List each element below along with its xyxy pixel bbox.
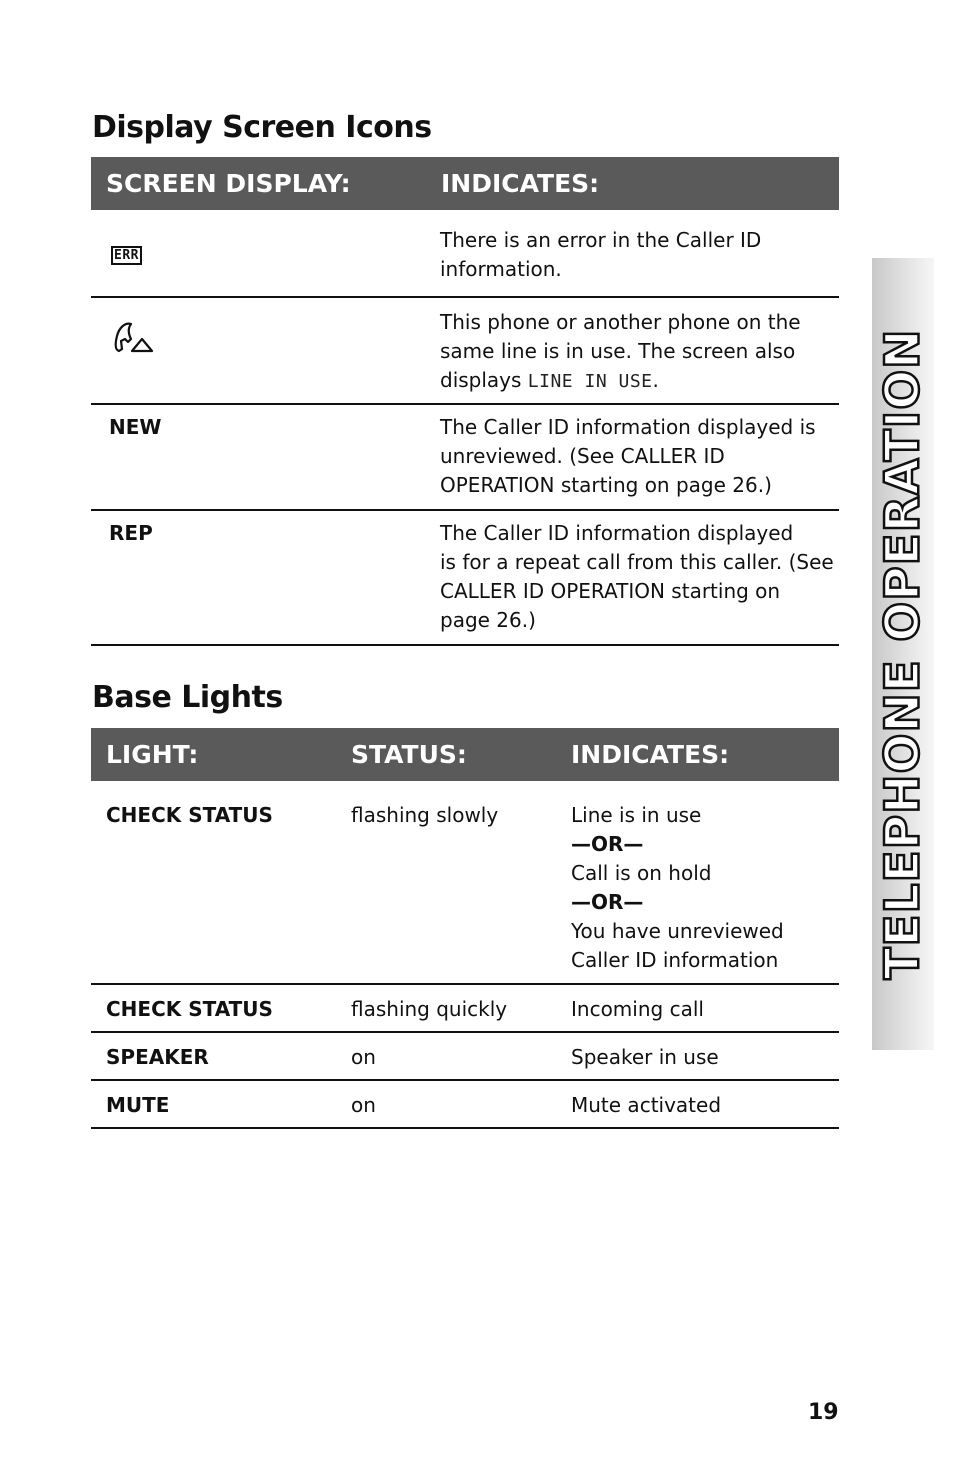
table-header [91,157,839,210]
table-row [91,405,839,511]
display-icons-table [91,157,839,646]
light-name: CHECK STATUS [106,997,273,1021]
table-row [91,1081,839,1129]
table-row [91,511,839,646]
section-title-base-lights: Base Lights [92,680,283,715]
indicates-text: Mute activated [571,1093,722,1117]
display-rep: REP [109,521,153,545]
table-header [91,728,839,781]
page-number: 19 [808,1400,839,1425]
side-tab-telephone-operation [872,258,934,1050]
light-status: flashing slowly [351,803,499,827]
header-indicates: INDICATES: [571,740,730,769]
header-screen-display: SCREEN DISPLAY: [106,169,351,198]
indicates-text: Speaker in use [571,1045,719,1069]
light-status: on [351,1093,376,1117]
indicates-text: The Caller ID information displayed is unreviewed. (See CALLER ID OPERATION starting on page 26.) [440,415,816,497]
table-row [91,781,839,985]
header-indicates: INDICATES: [441,169,600,198]
indicates-text: The Caller ID information displayed is for a repeat call from this caller. (See CALLER ID OPERATION starting on page 26.) [440,521,834,632]
indicates-text: There is an error in the Caller ID information. [440,228,762,281]
table-row [91,985,839,1033]
light-status: flashing quickly [351,997,508,1021]
lcd-line-in-use: LINE IN USE [527,371,653,392]
lcd-err-icon: ERR [111,238,142,267]
indicates-text: This phone or another phone on the same line is in use. The screen also displays LINE IN USE. [440,310,801,392]
indicates-text: Incoming call [571,997,704,1021]
section-title-display-screen-icons: Display Screen Icons [92,110,432,145]
base-lights-table [91,728,839,1129]
table-row [91,210,839,298]
header-status: STATUS: [351,740,467,769]
light-name: CHECK STATUS [106,803,273,827]
table-row [91,1033,839,1081]
side-tab-label: TELEPHONE OPERATION [875,328,931,980]
header-light: LIGHT: [106,740,199,769]
table-row [91,298,839,405]
display-new: NEW [109,415,162,439]
light-name: SPEAKER [106,1045,209,1069]
light-status: on [351,1045,376,1069]
indicates-text: Line is in use —OR— Call is on hold —OR— You have unreviewed Caller ID information [571,803,784,972]
phone-in-use-icon [111,318,155,362]
light-name: MUTE [106,1093,170,1117]
